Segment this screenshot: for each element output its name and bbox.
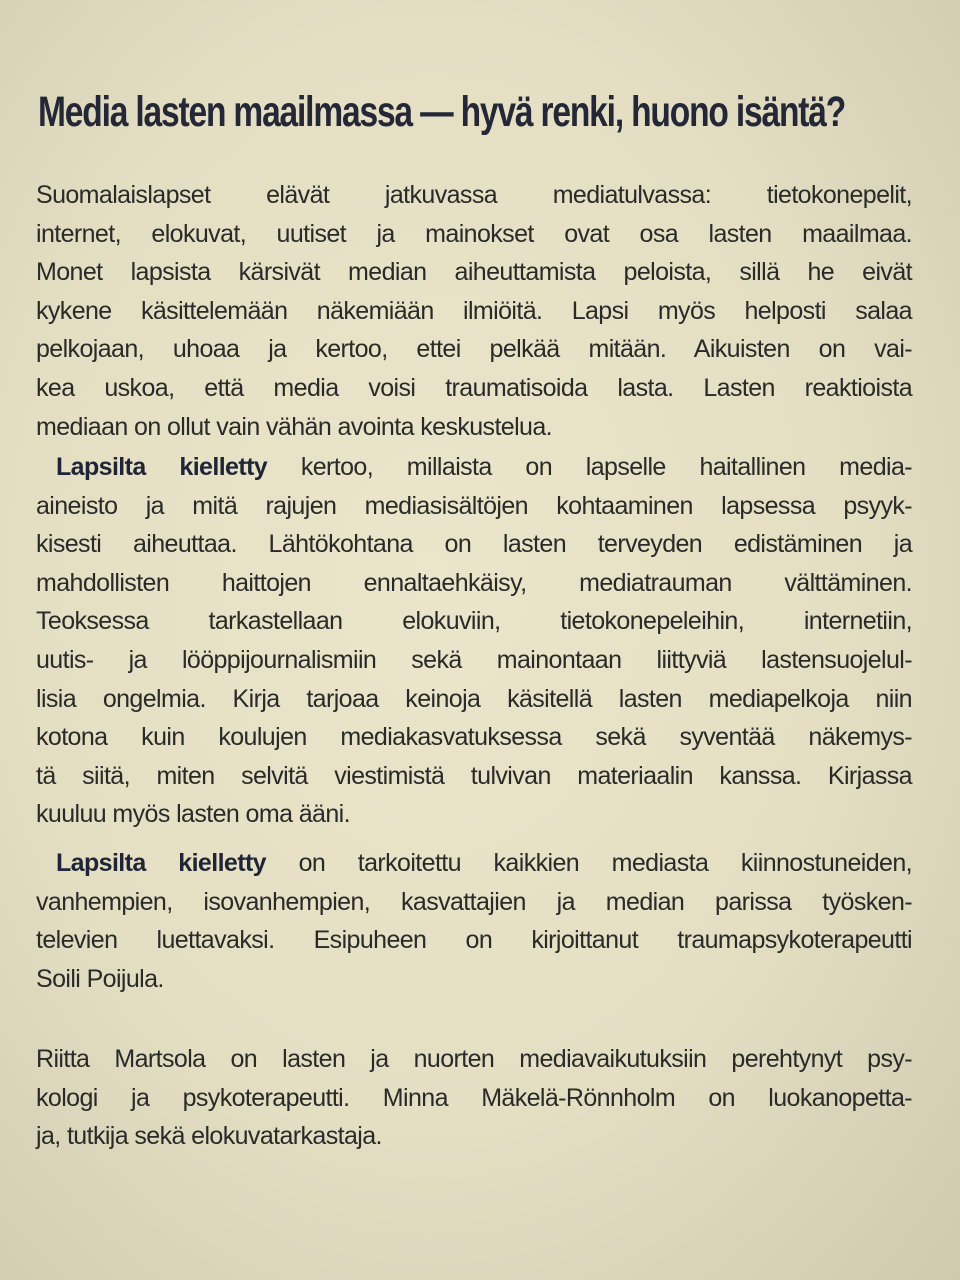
text-line — [36, 1117, 912, 1156]
text-line — [36, 369, 912, 408]
text-line — [36, 1079, 912, 1118]
line-text: internet, elokuvat, uutiset ja mainokset ovat osa lasten maailmaa. — [36, 219, 912, 248]
paragraph-audience — [36, 844, 912, 998]
text-line — [36, 921, 912, 960]
text-line — [36, 1040, 912, 1079]
text-line — [36, 487, 912, 526]
text-line — [36, 330, 912, 369]
paragraph-intro — [36, 176, 912, 446]
paragraph-book-description — [36, 448, 912, 834]
book-title-emphasis: Lapsilta kielletty — [56, 849, 266, 877]
text-line — [36, 795, 912, 834]
line-text: Monet lapsista kärsivät median aiheuttamista peloista, sillä he eivät — [36, 258, 912, 287]
line-text: kertoo, millaista on lapselle haitallinen media- — [300, 453, 912, 481]
line-text: lisia ongelmia. Kirja tarjoaa keinoja käsitellä lasten mediapelkoja niin — [36, 684, 912, 713]
text-line — [36, 525, 912, 564]
text-line — [36, 960, 912, 999]
text-line — [36, 253, 912, 292]
text-line — [36, 883, 912, 922]
line-text: mahdollisten haittojen ennaltaehkäisy, mediatrauman välttäminen. — [36, 568, 912, 597]
text-line — [36, 641, 912, 680]
cover-title: Media lasten maailmassa — hyvä renki, huono isäntä? — [38, 88, 846, 136]
text-line — [36, 215, 912, 254]
book-title-emphasis: Lapsilta kielletty — [56, 453, 268, 481]
line-text: pelkojaan, uhoaa ja kertoo, ettei pelkää mitään. Aikuisten on vai- — [36, 335, 912, 364]
paragraph-authors — [36, 1040, 912, 1156]
line-text: Teoksessa tarkastellaan elokuviin, tietokonepeleihin, internetiin, — [36, 607, 912, 636]
line-text: vanhempien, isovanhempien, kasvattajien ja median parissa työsken- — [36, 887, 912, 916]
text-line — [36, 680, 912, 719]
line-text: kea uskoa, että media voisi traumatisoida lasta. Lasten reaktioista — [36, 373, 912, 402]
text-line — [36, 292, 912, 331]
line-text: Soili Poijula. — [36, 964, 164, 993]
line-text: Riitta Martsola on lasten ja nuorten mediavaikutuksiin perehtynyt psy- — [36, 1045, 912, 1073]
line-text: mediaan on ollut vain vähän avointa keskustelua. — [36, 412, 553, 441]
line-text: televien luettavaksi. Esipuheen on kirjoittanut traumapsykoterapeutti — [36, 926, 912, 955]
text-line — [36, 602, 912, 641]
line-text: aineisto ja mitä rajujen mediasisältöjen kohtaaminen lapsessa psyyk- — [36, 491, 912, 520]
text-line — [36, 408, 912, 447]
line-text: tä siitä, miten selvitä viestimistä tulvivan materiaalin kanssa. Kirjassa — [36, 761, 912, 790]
text-line — [36, 757, 912, 796]
line-text: ja, tutkija sekä elokuvatarkastaja. — [36, 1122, 382, 1151]
text-line — [36, 718, 912, 757]
text-line — [36, 176, 912, 215]
line-text: uutis- ja lööppijournalismiin sekä mainontaan liittyviä lastensuojelul- — [36, 645, 912, 674]
text-line — [36, 844, 912, 883]
line-text: kuuluu myös lasten oma ääni. — [36, 800, 350, 829]
line-text: kykene käsittelemään näkemiään ilmiöitä. Lapsi myös helposti salaa — [36, 296, 912, 325]
line-text: kologi ja psykoterapeutti. Minna Mäkelä-Rönnholm on luokanopetta- — [36, 1083, 912, 1112]
text-line — [36, 448, 912, 487]
line-text: kotona kuin koulujen mediakasvatuksessa sekä syventää näkemys- — [36, 723, 912, 752]
text-line — [36, 564, 912, 603]
line-text: Suomalaislapset elävät jatkuvassa mediatulvassa: tietokonepelit, — [36, 181, 912, 209]
line-text: kisesti aiheuttaa. Lähtökohtana on lasten terveyden edistäminen ja — [36, 530, 912, 559]
line-text: on tarkoitettu kaikkien mediasta kiinnostuneiden, — [298, 849, 912, 877]
